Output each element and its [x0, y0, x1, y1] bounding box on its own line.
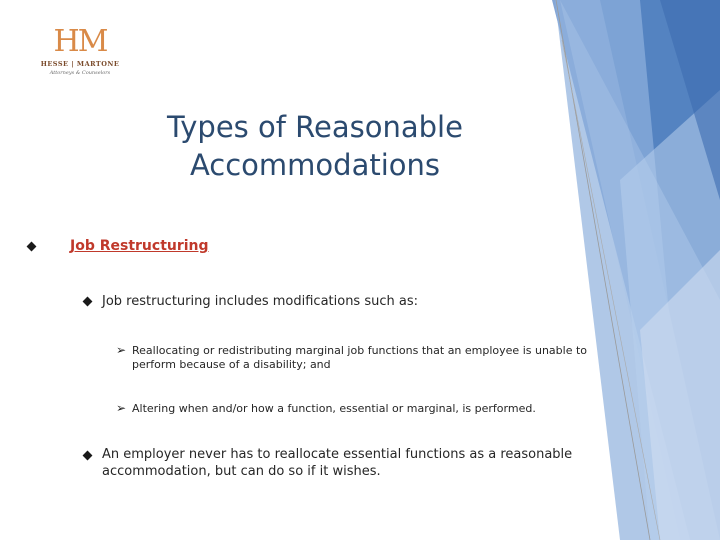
logo-tagline: Attorneys & Counselors	[49, 70, 111, 76]
bullet-heading: Job Restructuring	[70, 238, 209, 254]
arrow-bullet-icon: ➢	[116, 401, 127, 415]
sub-sub-bullet-text: Reallocating or redistributing marginal job functions that an employee is unable to perform because of a disability; and	[132, 344, 588, 371]
arrow-bullet-icon: ➢	[116, 343, 127, 357]
slide-title: Types of Reasonable Accommodations	[167, 110, 463, 182]
sub-sub-bullet-text: Altering when and/or how a function, essential or marginal, is performed.	[132, 402, 536, 415]
logo-mark: HM	[53, 24, 107, 59]
logo-name: HESSE | MARTONE	[40, 60, 120, 68]
sub-bullet-text: Job restructuring includes modifications such as:	[102, 294, 418, 309]
company-logo	[38, 26, 122, 76]
sub-bullet-text: An employer never has to reallocate essential functions as a reasonable accommodation, but can do so if it wishes.	[102, 447, 573, 479]
